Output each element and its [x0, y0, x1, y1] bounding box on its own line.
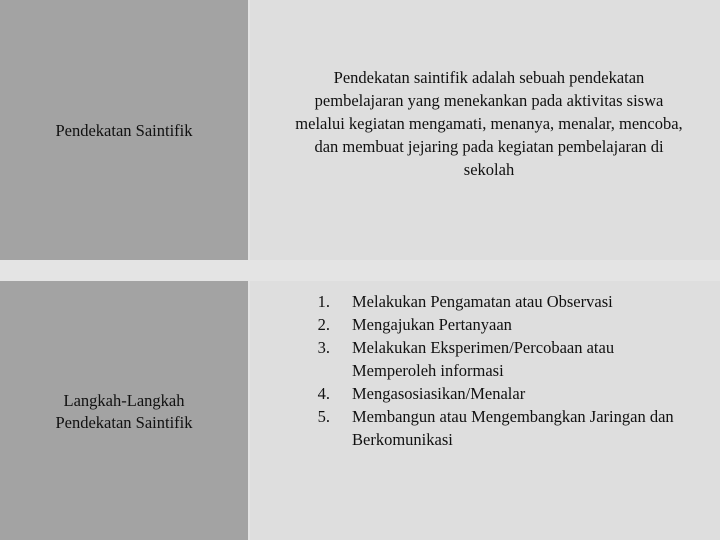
list-item [290, 382, 700, 405]
step-number: 4. [317, 384, 330, 403]
step-text: Melakukan Eksperimen/Percobaan atau Memperoleh informasi [352, 338, 615, 380]
section2-title-line2: Pendekatan Saintifik [55, 413, 193, 432]
step-number: 2. [317, 315, 330, 334]
list-item [290, 313, 700, 336]
step-text: Mengasosiasikan/Menalar [352, 384, 526, 403]
section1-title: Pendekatan Saintifik [55, 121, 193, 140]
step-text: Membangun atau Mengembangkan Jaringan dan Berkomunikasi [352, 407, 674, 449]
definition-text: Pendekatan saintifik adalah sebuah pendekatan pembelajaran yang menekankan pada aktivitas siswa melalui kegiatan mengamati, menanya, menalar, mencoba, dan membuat jejaring pada kegiatan pembelajaran di sekolah [295, 68, 683, 179]
list-item [290, 336, 700, 382]
step-text: Melakukan Pengamatan atau Observasi [352, 292, 613, 311]
section2-title [0, 390, 248, 434]
section2-title-line1: Langkah-Langkah [63, 391, 185, 410]
step-number: 3. [317, 338, 330, 357]
list-item [290, 405, 700, 451]
steps-list [290, 290, 700, 451]
list-item [290, 290, 700, 313]
step-number: 5. [317, 407, 330, 426]
step-text: Mengajukan Pertanyaan [352, 315, 512, 334]
step-number: 1. [317, 292, 330, 311]
